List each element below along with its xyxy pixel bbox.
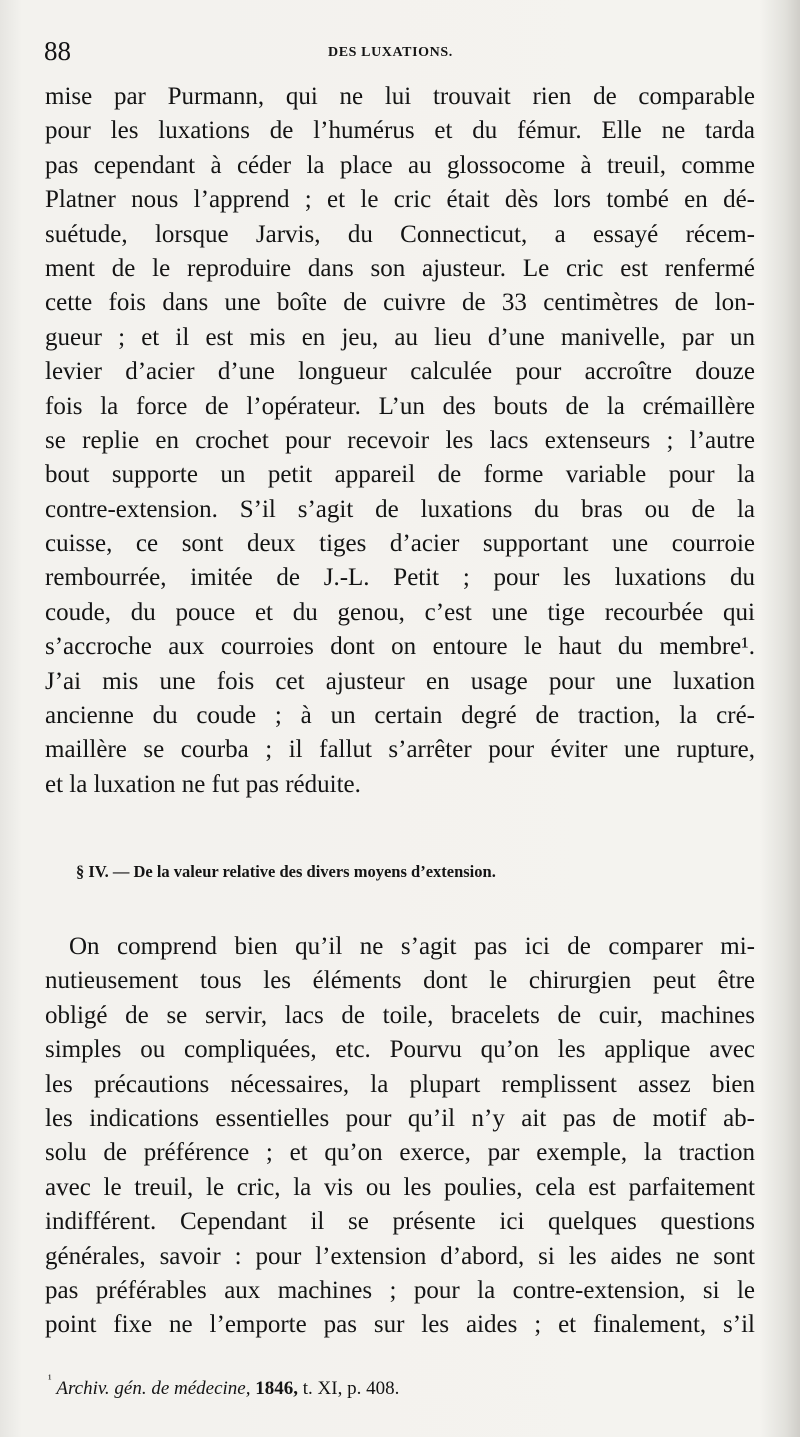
text-line: bout supporte un petit appareil de forme variable pour la — [45, 461, 755, 489]
page-header — [44, 34, 464, 74]
text-line: ancienne du coude ; à un certain degré de traction, la cré- — [45, 702, 755, 730]
text-line: les précautions nécessaires, la plupart remplissent assez bien — [45, 1070, 755, 1098]
text-line: Platner nous l’apprend ; et le cric était dès lors tombé en dé- — [45, 186, 755, 214]
section-heading: § IV. — De la valeur relative des divers moyens d’extension. — [76, 862, 496, 881]
text-line: nutieusement tous les éléments dont le chirurgien peut être — [45, 967, 755, 995]
text-line: levier d’acier d’une longueur calculée pour accroître douze — [45, 358, 755, 386]
text-line: avec le treuil, le cric, la vis ou les poulies, cela est parfaitement — [45, 1173, 755, 1201]
text-line: On comprend bien qu’il ne s’agit pas ici de comparer mi- — [69, 933, 755, 960]
footnote — [48, 1364, 608, 1399]
text-line: suétude, lorsque Jarvis, du Connecticut, a essayé récem- — [45, 220, 755, 248]
text-line: pour les luxations de l’humérus et du fémur. Elle ne tarda — [45, 117, 755, 145]
text-line: indifférent. Cependant il se présente ici quelques questions — [45, 1208, 755, 1236]
text-line: gueur ; et il est mis en jeu, au lieu d’une manivelle, par un — [45, 323, 755, 351]
running-title: DES LUXATIONS. — [328, 45, 453, 60]
text-line: les indications essentielles pour qu’il n’y ait pas de motif ab- — [45, 1104, 755, 1132]
text-line: cette fois dans une boîte de cuivre de 33 centimètres de lon- — [45, 289, 755, 317]
footnote-journal: Archiv. gén. de médecine, — [56, 1378, 251, 1399]
text-line: J’ai mis une fois cet ajusteur en usage pour une luxation — [45, 667, 755, 695]
text-line: obligé de se servir, lacs de toile, bracelets de cuir, machines — [45, 1001, 755, 1029]
text-line: maillère se courba ; il fallut s’arrêter pour éviter une rupture, — [45, 736, 755, 764]
text-line: mise par Purmann, qui ne lui trouvait rien de comparable — [45, 83, 755, 110]
text-line: se replie en crochet pour recevoir les lacs extenseurs ; l’autre — [45, 426, 755, 454]
text-line: rembourrée, imitée de J.-L. Petit ; pour les luxations du — [45, 564, 755, 592]
text-line: contre-extension. S’il s’agit de luxations du bras ou de la — [45, 495, 755, 523]
text-line: et la luxation ne fut pas réduite. — [45, 770, 361, 798]
text-line: simples ou compliquées, etc. Pourvu qu’on les applique avec — [45, 1036, 755, 1064]
paragraph-extension — [45, 930, 755, 1343]
text-line: ment de le reproduire dans son ajusteur. Le cric est renfermé — [45, 254, 755, 282]
text-line: pas cependant à céder la place au glossocome à treuil, comme — [45, 151, 755, 179]
text-line: point fixe ne l’emporte pas sur les aides ; et finalement, s’il — [45, 1311, 755, 1339]
text-line: solu de préférence ; et qu’on exerce, par exemple, la traction — [45, 1139, 755, 1167]
paragraph-ajusteur — [45, 80, 755, 802]
text-line: cuisse, ce sont deux tiges d’acier supportant une courroie — [45, 530, 755, 558]
text-line: fois la force de l’opérateur. L’un des bouts de la crémaillère — [45, 392, 755, 420]
footnote-reference: t. XI, p. 408. — [302, 1378, 400, 1399]
text-line: pas préférables aux machines ; pour la contre-extension, si le — [45, 1276, 755, 1304]
page-number: 88 — [44, 36, 71, 66]
text-line: s’accroche aux courroies dont on entoure le haut du membre¹. — [45, 633, 755, 661]
footnote-marker: ¹ — [48, 1372, 52, 1386]
footnote-year: 1846, — [255, 1378, 298, 1399]
text-line: coude, du pouce et du genou, c’est une tige recourbée qui — [45, 598, 755, 626]
text-line: générales, savoir : pour l’extension d’abord, si les aides ne sont — [45, 1242, 755, 1270]
